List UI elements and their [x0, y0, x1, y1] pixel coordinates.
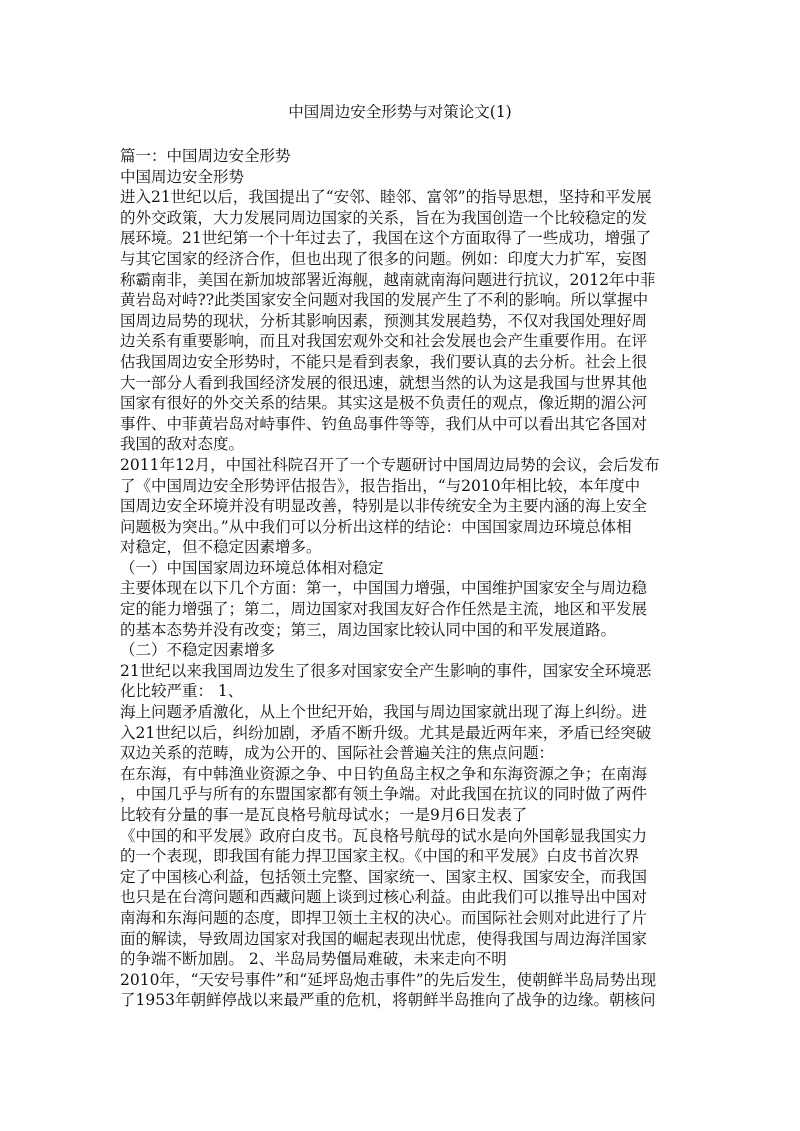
body-text-line: 化比较严重： 1、	[120, 682, 244, 701]
body-text-line: 进入21世纪以后，我国提出了“安邻、睦邻、富邻”的指导思想，坚持和平发展	[120, 188, 652, 207]
body-text-line: 2010年，“天安号事件”和“延坪岛炮击事件”的先后发生，使朝鲜半岛局势出现	[120, 970, 657, 989]
body-text-line: 大一部分人看到我国经济发展的很迅速，就想当然的认为这是我国与世界其他	[120, 373, 648, 392]
body-text-line: 我国的敌对态度。	[120, 435, 245, 454]
body-text-line: 中国周边安全形势	[120, 167, 245, 186]
body-text-line: 与其它国家的经济合作，但也出现了很多的问题。例如：印度大力扩军，妄图	[120, 249, 648, 268]
body-text-line: 黄岩岛对峙??此类国家安全问题对我国的发展产生了不利的影响。所以掌握中	[120, 291, 649, 310]
body-text-line: 海上问题矛盾激化，从上个世纪开始，我国与周边国家就出现了海上纠纷。进	[120, 703, 648, 722]
body-text-line: 的基本态势并没有改变；第三，周边国家比较认同中国的和平发展道路。	[120, 620, 617, 639]
body-text-line: （二）不稳定因素增多	[120, 641, 276, 660]
body-text-line: 边关系有重要影响，而且对我国宏观外交和社会发展也会产生重要作用。在评	[120, 332, 648, 351]
body-text-line: 主要体现在以下几个方面：第一，中国国力增强，中国维护国家安全与周边稳	[120, 579, 648, 598]
body-text-line: 定了中国核心利益，包括领土完整、国家统一、国家主权、国家安全，而我国	[120, 867, 648, 886]
body-text-line: 了《中国周边安全形势评估报告》，报告指出，“与2010年相比较，本年度中	[120, 476, 641, 495]
body-text-line: 称霸南非，美国在新加坡部署近海舰，越南就南海问题进行抗议，2012年中菲	[120, 270, 656, 289]
body-text-line: 的一个表现，即我国有能力捍卫国家主权。《中国的和平发展》白皮书首次界	[120, 847, 640, 866]
body-text-line: 《中国的和平发展》政府白皮书。瓦良格号航母的试水是向外国彰显我国实力	[120, 826, 648, 845]
body-text-line: 21世纪以来我国周边发生了很多对国家安全产生影响的事件，国家安全环境恶	[120, 661, 652, 680]
body-text-line: 定的能力增强了；第二，周边国家对我国友好合作任然是主流，地区和平发展	[120, 600, 648, 619]
document-body	[120, 146, 690, 1011]
body-text-line: 对稳定，但不稳定因素增多。	[120, 538, 322, 557]
body-text-line: 的争端不断加剧。 2、半岛局势僵局难破，未来走向不明	[120, 950, 507, 969]
body-text-line: ，中国几乎与所有的东盟国家都有领土争端。对此我国在抗议的同时做了两件	[120, 785, 648, 804]
body-text-line: 国家有很好的外交关系的结果。其实这是极不负责任的观点，像近期的湄公河	[120, 394, 648, 413]
body-text-line: 篇一：中国周边安全形势	[120, 147, 291, 165]
body-text-line: 也只是在台湾问题和西藏问题上谈到过核心利益。由此我们可以推导出中国对	[120, 888, 648, 907]
body-text-line: 估我国周边安全形势时，不能只是看到表象，我们要认真的去分析。社会上很	[120, 352, 648, 371]
body-text-line: 入21世纪以后，纠纷加剧，矛盾不断升级。尤其是最近两年来，矛盾已经突破	[120, 723, 652, 742]
body-text-line: 国周边安全环境并没有明显改善，特别是以非传统安全为主要内涵的海上安全	[120, 497, 648, 516]
body-text-line: 的外交政策，大力发展同周边国家的关系，旨在为我国创造一个比较稳定的发	[120, 208, 648, 227]
body-text-line: 在东海，有中韩渔业资源之争、中日钓鱼岛主权之争和东海资源之争；在南海	[120, 764, 648, 783]
body-text-line: 面的解读，导致周边国家对我国的崛起表现出忧虑，使得我国与周边海洋国家	[120, 929, 648, 948]
body-text-line: 比较有分量的事一是瓦良格号航母试水；一是9月6日发表了	[120, 806, 528, 824]
body-text-line: 国周边局势的现状，分析其影响因素，预测其发展趋势，不仅对我国处理好周	[120, 311, 648, 330]
document-title: 中国周边安全形势与对策论文(1)	[288, 103, 512, 121]
body-text-line: 双边关系的范畴，成为公开的、国际社会普遍关注的焦点问题：	[120, 744, 555, 763]
body-text-line: 2011年12月，中国社科院召开了一个专题研讨中国周边局势的会议，会后发布	[120, 455, 660, 474]
body-text-line: 展环境。21世纪第一个十年过去了，我国在这个方面取得了一些成功，增强了	[120, 229, 652, 248]
body-text-line: 南海和东海问题的态度，即捍卫领土主权的决心。而国际社会则对此进行了片	[120, 908, 648, 927]
body-text-line: （一）中国国家周边环境总体相对稳定	[120, 558, 384, 577]
body-text-line: 事件、中菲黄岩岛对峙事件、钓鱼岛事件等等，我们从中可以看出其它各国对	[120, 414, 648, 433]
body-text-line: 问题极为突出。”从中我们可以分析出这样的结论：中国国家周边环境总体相	[120, 517, 632, 536]
body-text-line: 了1953年朝鲜停战以来最严重的危机，将朝鲜半岛推向了战争的边缘。朝核问	[120, 991, 656, 1010]
